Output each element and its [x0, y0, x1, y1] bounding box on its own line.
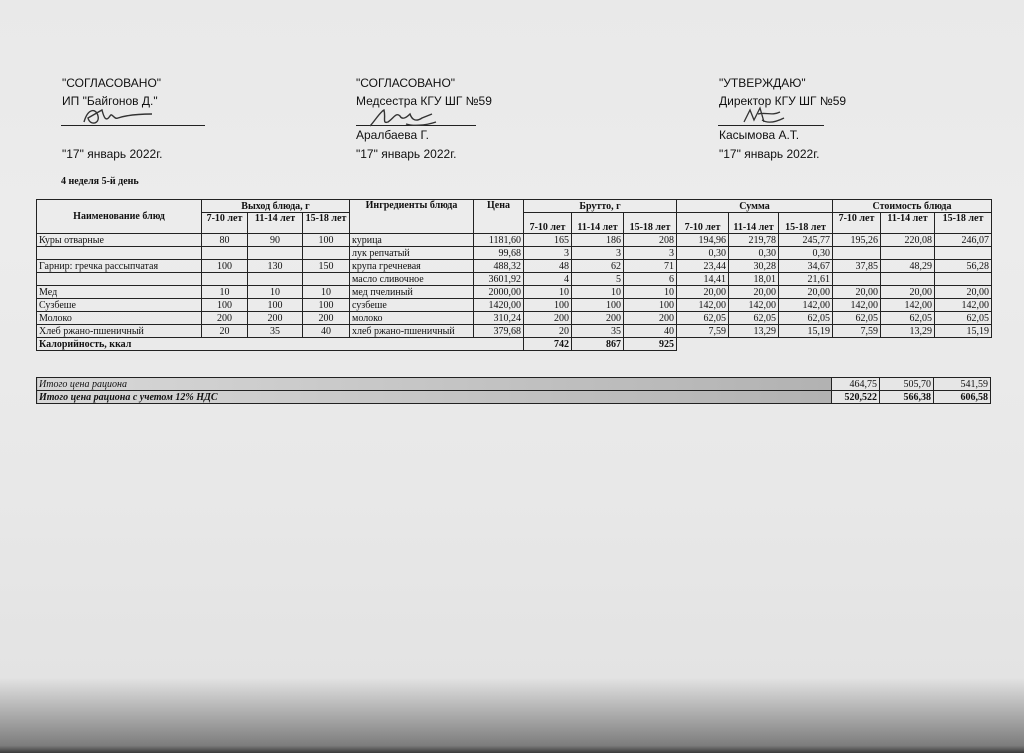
totals-table	[36, 377, 991, 404]
brutto-cell: 35	[572, 325, 624, 338]
cost-cell	[881, 273, 935, 286]
header-brutto-age: 7-10 лет	[524, 213, 572, 234]
brutto-cell: 5	[572, 273, 624, 286]
approval-1-name: ИП "Байгонов Д."	[62, 94, 158, 108]
output-cell: 80	[202, 234, 248, 247]
output-cell: 90	[248, 234, 303, 247]
output-cell: 10	[303, 286, 350, 299]
table-row	[37, 260, 992, 273]
sum-cell: 245,77	[779, 234, 833, 247]
output-cell: 35	[248, 325, 303, 338]
cost-cell: 62,05	[833, 312, 881, 325]
brutto-cell: 20	[524, 325, 572, 338]
total-vat-value: 520,522	[832, 391, 880, 404]
output-cell	[202, 273, 248, 286]
dish-name-cell: Мед	[37, 286, 202, 299]
output-cell	[303, 247, 350, 260]
sum-cell: 219,78	[729, 234, 779, 247]
header-sum-age: 15-18 лет	[779, 213, 833, 234]
output-cell	[202, 247, 248, 260]
brutto-cell: 3	[524, 247, 572, 260]
price-cell: 310,24	[474, 312, 524, 325]
brutto-cell: 165	[524, 234, 572, 247]
output-cell: 150	[303, 260, 350, 273]
brutto-cell: 48	[524, 260, 572, 273]
sum-cell: 142,00	[779, 299, 833, 312]
dish-name-cell	[37, 247, 202, 260]
cost-cell: 13,29	[881, 325, 935, 338]
cost-cell: 142,00	[935, 299, 992, 312]
brutto-cell: 6	[624, 273, 677, 286]
brutto-cell: 200	[572, 312, 624, 325]
output-cell: 40	[303, 325, 350, 338]
ingredient-cell: курица	[350, 234, 474, 247]
header-cost-age: 11-14 лет	[881, 213, 935, 234]
cost-cell	[935, 273, 992, 286]
header-brutto: Брутто, г	[524, 200, 677, 213]
price-cell: 99,68	[474, 247, 524, 260]
brutto-cell: 200	[624, 312, 677, 325]
brutto-cell: 71	[624, 260, 677, 273]
output-cell: 100	[248, 299, 303, 312]
cost-cell: 246,07	[935, 234, 992, 247]
price-cell: 1181,60	[474, 234, 524, 247]
sum-cell: 13,29	[729, 325, 779, 338]
header-ingredients: Ингредиенты блюда	[350, 200, 474, 234]
table-row	[37, 325, 992, 338]
cost-cell: 142,00	[881, 299, 935, 312]
calories-label: Калорийность, ккал	[37, 338, 524, 351]
cost-cell: 62,05	[935, 312, 992, 325]
cost-cell	[833, 273, 881, 286]
totals-row	[37, 378, 991, 391]
sum-cell: 20,00	[729, 286, 779, 299]
approval-3-person: Касымова А.Т.	[719, 128, 800, 142]
dish-name-cell: Гарнир: гречка рассыпчатая	[37, 260, 202, 273]
approval-3-signature	[736, 104, 796, 130]
ingredient-cell: хлеб ржано-пшеничный	[350, 325, 474, 338]
header-output: Выход блюда, г	[202, 200, 350, 213]
output-cell: 200	[202, 312, 248, 325]
header-sum-age: 11-14 лет	[729, 213, 779, 234]
sum-cell: 62,05	[779, 312, 833, 325]
header-output-age: 15-18 лет	[303, 213, 350, 234]
total-vat-label: Итого цена рациона с учетом 12% НДС	[37, 391, 832, 404]
ingredient-cell: сузбеше	[350, 299, 474, 312]
cost-cell: 20,00	[833, 286, 881, 299]
output-cell: 100	[202, 260, 248, 273]
cost-cell: 15,19	[935, 325, 992, 338]
table-row	[37, 247, 992, 260]
brutto-cell: 100	[624, 299, 677, 312]
cost-cell: 195,26	[833, 234, 881, 247]
sum-cell: 23,44	[677, 260, 729, 273]
output-cell: 20	[202, 325, 248, 338]
sum-cell: 14,41	[677, 273, 729, 286]
table-row	[37, 299, 992, 312]
output-cell: 100	[303, 234, 350, 247]
ingredient-cell: молоко	[350, 312, 474, 325]
output-cell: 130	[248, 260, 303, 273]
sum-cell: 194,96	[677, 234, 729, 247]
brutto-cell: 100	[572, 299, 624, 312]
price-cell: 3601,92	[474, 273, 524, 286]
total-value: 541,59	[934, 378, 991, 391]
output-cell: 200	[303, 312, 350, 325]
brutto-cell: 3	[572, 247, 624, 260]
sum-cell: 34,67	[779, 260, 833, 273]
approval-3-label: "УТВЕРЖДАЮ"	[719, 76, 806, 90]
header-brutto-age: 11-14 лет	[572, 213, 624, 234]
calories-row	[37, 338, 992, 351]
calories-value: 925	[624, 338, 677, 351]
brutto-cell: 3	[624, 247, 677, 260]
sum-cell: 30,28	[729, 260, 779, 273]
cost-cell: 220,08	[881, 234, 935, 247]
sum-cell: 142,00	[677, 299, 729, 312]
dish-name-cell	[37, 273, 202, 286]
total-label: Итого цена рациона	[37, 378, 832, 391]
totals-vat-row	[37, 391, 991, 404]
calories-spacer	[677, 338, 992, 351]
approval-2-date: "17" январь 2022г.	[356, 147, 457, 161]
brutto-cell: 10	[572, 286, 624, 299]
header-cost-age: 7-10 лет	[833, 213, 881, 234]
output-cell: 200	[248, 312, 303, 325]
cost-cell: 62,05	[881, 312, 935, 325]
cost-cell: 142,00	[833, 299, 881, 312]
approval-1-date: "17" январь 2022г.	[62, 147, 163, 161]
approval-2-person: Аралбаева Г.	[356, 128, 429, 142]
sum-cell: 0,30	[729, 247, 779, 260]
cost-cell: 56,28	[935, 260, 992, 273]
price-cell: 488,32	[474, 260, 524, 273]
sum-cell: 142,00	[729, 299, 779, 312]
ingredient-cell: крупа гречневая	[350, 260, 474, 273]
week-day-label: 4 неделя 5-й день	[61, 176, 139, 187]
total-value: 505,70	[880, 378, 934, 391]
total-vat-value: 566,38	[880, 391, 934, 404]
ingredient-cell: лук репчатый	[350, 247, 474, 260]
brutto-cell: 186	[572, 234, 624, 247]
sum-cell: 21,61	[779, 273, 833, 286]
price-cell: 379,68	[474, 325, 524, 338]
brutto-cell: 208	[624, 234, 677, 247]
output-cell: 100	[202, 299, 248, 312]
menu-table	[36, 199, 992, 351]
dish-name-cell: Хлеб ржано-пшеничный	[37, 325, 202, 338]
brutto-cell: 62	[572, 260, 624, 273]
sum-cell: 20,00	[779, 286, 833, 299]
sum-cell: 7,59	[677, 325, 729, 338]
cost-cell	[935, 247, 992, 260]
table-row	[37, 234, 992, 247]
header-dish: Наименование блюд	[37, 200, 202, 234]
brutto-cell: 10	[624, 286, 677, 299]
sum-cell: 62,05	[729, 312, 779, 325]
brutto-cell: 4	[524, 273, 572, 286]
cost-cell: 7,59	[833, 325, 881, 338]
sum-cell: 20,00	[677, 286, 729, 299]
brutto-cell: 100	[524, 299, 572, 312]
total-vat-value: 606,58	[934, 391, 991, 404]
cost-cell: 20,00	[935, 286, 992, 299]
calories-value: 742	[524, 338, 572, 351]
calories-value: 867	[572, 338, 624, 351]
header-price: Цена	[474, 200, 524, 234]
approval-3-date: "17" январь 2022г.	[719, 147, 820, 161]
ingredient-cell: мед пчелиный	[350, 286, 474, 299]
sum-cell: 0,30	[677, 247, 729, 260]
brutto-cell: 200	[524, 312, 572, 325]
approval-1-label: "СОГЛАСОВАНО"	[62, 76, 162, 90]
sum-cell: 15,19	[779, 325, 833, 338]
header-output-age: 11-14 лет	[248, 213, 303, 234]
cost-cell	[833, 247, 881, 260]
header-sum-age: 7-10 лет	[677, 213, 729, 234]
dish-name-cell: Куры отварные	[37, 234, 202, 247]
total-value: 464,75	[832, 378, 880, 391]
header-cost: Стоимость блюда	[833, 200, 992, 213]
cost-cell: 48,29	[881, 260, 935, 273]
header-sum: Сумма	[677, 200, 833, 213]
approval-3-name: Директор КГУ ШГ №59	[719, 94, 847, 108]
cost-cell	[881, 247, 935, 260]
menu-table-body	[37, 234, 992, 338]
sum-cell: 18,01	[729, 273, 779, 286]
output-cell: 100	[303, 299, 350, 312]
output-cell	[248, 273, 303, 286]
header-output-age: 7-10 лет	[202, 213, 248, 234]
brutto-cell: 10	[524, 286, 572, 299]
output-cell	[303, 273, 350, 286]
ingredient-cell: масло сливочное	[350, 273, 474, 286]
approval-1-signature	[78, 104, 158, 130]
price-cell: 1420,00	[474, 299, 524, 312]
output-cell	[248, 247, 303, 260]
output-cell: 10	[248, 286, 303, 299]
sum-cell: 0,30	[779, 247, 833, 260]
header-brutto-age: 15-18 лет	[624, 213, 677, 234]
output-cell: 10	[202, 286, 248, 299]
approval-2-name: Медсестра КГУ ШГ №59	[356, 94, 492, 108]
approval-2-label: "СОГЛАСОВАНО"	[356, 76, 456, 90]
dish-name-cell: Молоко	[37, 312, 202, 325]
brutto-cell: 40	[624, 325, 677, 338]
cost-cell: 37,85	[833, 260, 881, 273]
sum-cell: 62,05	[677, 312, 729, 325]
cost-cell: 20,00	[881, 286, 935, 299]
price-cell: 2000,00	[474, 286, 524, 299]
table-row	[37, 312, 992, 325]
table-row	[37, 286, 992, 299]
header-cost-age: 15-18 лет	[935, 213, 992, 234]
table-row	[37, 273, 992, 286]
dish-name-cell: Сузбеше	[37, 299, 202, 312]
